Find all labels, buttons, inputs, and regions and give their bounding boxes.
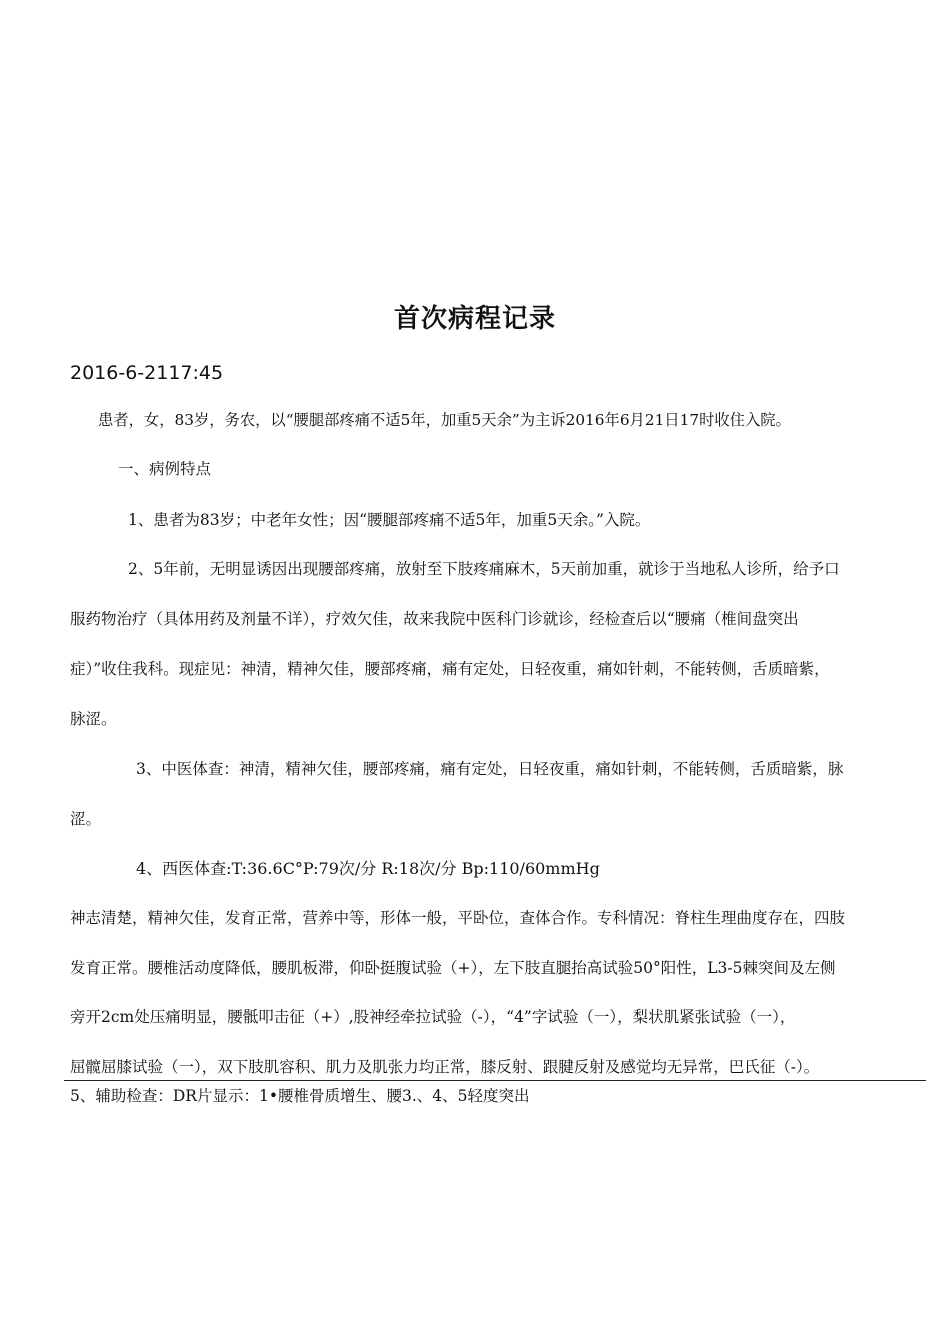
- item-2-line-1: 2、5年前，无明显诱因出现腰部疼痛，放射至下肢疼痛麻木，5天前加重，就诊于当地私人诊所，给予口: [128, 560, 840, 578]
- item-3-line-1: 3、中医体查：神清，精神欠佳，腰部疼痛，痛有定处，日轻夜重，痛如针刺，不能转侧，舌质暗紫，脉: [136, 760, 844, 778]
- item-5-auxiliary-exam: 5、辅助检查：DR片显示：1•腰椎骨质增生、腰3.、4、5轻度突出: [70, 1087, 530, 1105]
- record-datetime: 2016-6-2117:45: [70, 362, 224, 384]
- item-1: 1、患者为83岁；中老年女性；因“腰腿部疼痛不适5年，加重5天余。”入院。: [128, 511, 651, 529]
- item-2-line-4: 脉涩。: [70, 710, 117, 728]
- item-4-line-3: 旁开2cm处压痛明显，腰骶叩击征（+）,股神经牵拉试验（-），“4”字试验（一），梨状肌紧张试验（一），: [70, 1008, 796, 1026]
- item-4-line-4: 屈髋屈膝试验（一），双下肢肌容积、肌力及肌张力均正常，膝反射、跟腱反射及感觉均无异常，巴氏征（-）。: [70, 1058, 820, 1076]
- intro-paragraph: 患者，女，83岁，务农，以“腰腿部疼痛不适5年，加重5天余”为主诉2016年6月21日17时收住入院。: [98, 411, 791, 429]
- horizontal-rule: [64, 1080, 926, 1081]
- item-2-line-3: 症）”收住我科。现症见：神清，精神欠佳，腰部疼痛，痛有定处，日轻夜重，痛如针刺，不能转侧，舌质暗紫，: [70, 660, 830, 678]
- section-heading-case-features: 一、病例特点: [118, 460, 212, 478]
- item-4-line-1: 神志清楚，精神欠佳，发育正常，营养中等，形体一般，平卧位，查体合作。专科情况：脊柱生理曲度存在，四肢: [70, 909, 846, 927]
- item-3-line-2: 涩。: [70, 810, 102, 828]
- item-4-line-2: 发育正常。腰椎活动度降低，腰肌板滞，仰卧挺腹试验（+），左下肢直腿抬高试验50°阳性，L3-5棘突间及左侧: [70, 959, 836, 977]
- item-2-line-2: 服药物治疗（具体用药及剂量不详），疗效欠佳，故来我院中医科门诊就诊，经检查后以“腰痛（椎间盘突出: [70, 610, 799, 628]
- item-4-heading-vitals: 4、西医体查:T:36.6C°P:79次/分 R:18次/分 Bp:110/60mmHg: [136, 859, 600, 878]
- document-title: 首次病程记录: [393, 304, 556, 334]
